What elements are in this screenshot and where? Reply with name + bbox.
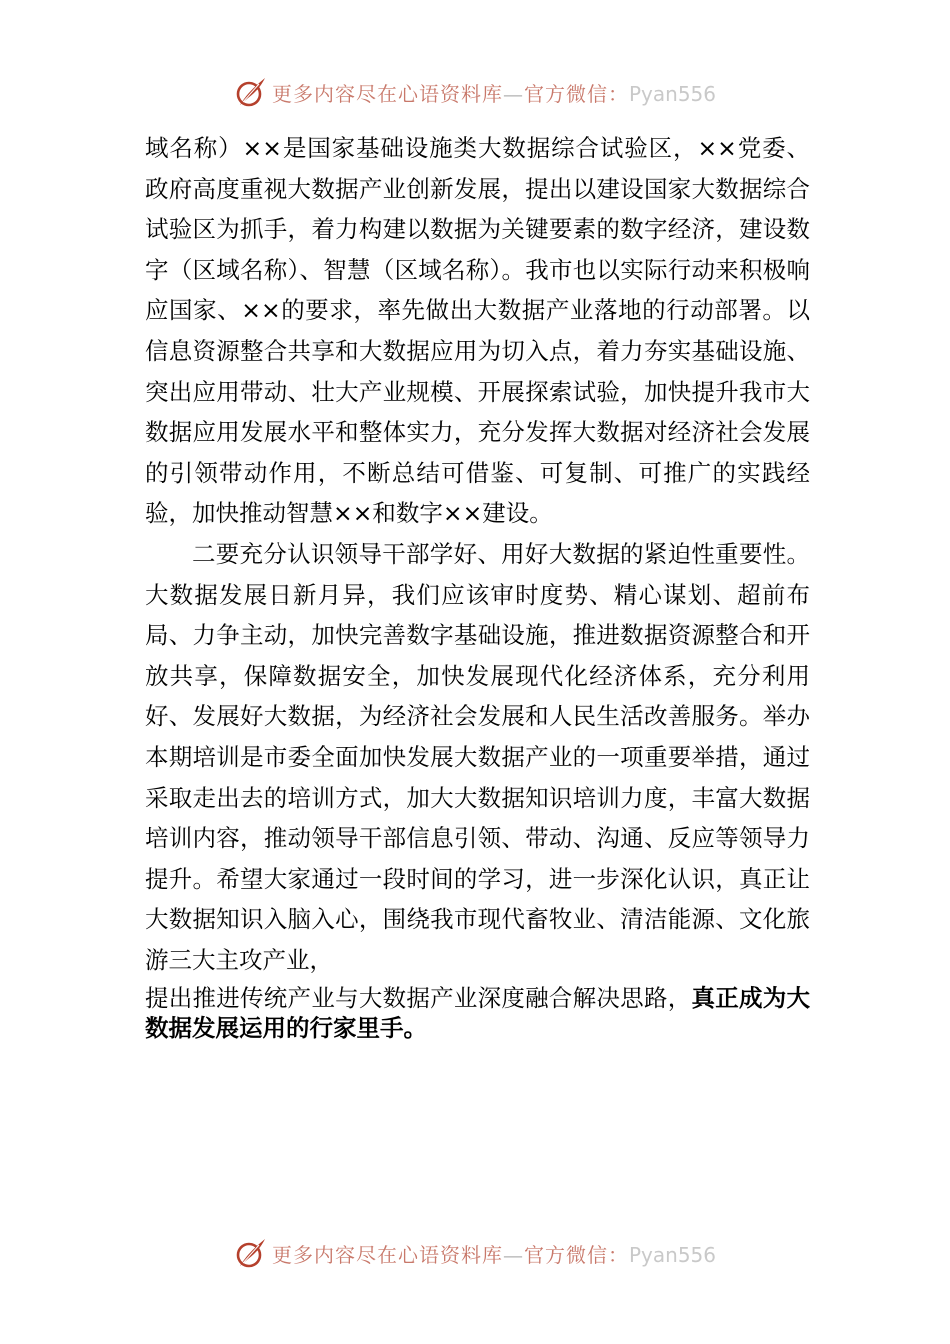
paragraph-1: 域名称）××是国家基础设施类大数据综合试验区，××党委、政府高度重视大数据产业创新发展，提出以建设国家大数据综合试验区为抓手，着力构建以数据为关键要素的数字经济，建设数字（区域名称）、智慧（区域名称）。我市也以实际行动来积极响应国家、××的要求，率先做出大数据产业落地的行动部署。以信息资源整合共享和大数据应用为切入点，着力夯实基础设施、突出应用带动、壮大产业规模、开展探索试验，加快提升我市大数据应用发展水平和整体实力，充分发挥大数据对经济社会发展的引领带动作用，不断总结可借鉴、可复制、可推广的实践经验，加快推动智慧××和数字××建设。 xyxy=(145,134,810,528)
header-banner xyxy=(0,72,950,112)
footer-account-id: Pyan556 xyxy=(628,1242,716,1267)
header-account-label: 官方微信： xyxy=(523,81,629,106)
footer-banner xyxy=(0,1233,950,1273)
paragraph-2: 二要充分认识领导干部学好、用好大数据的紧迫性重要性。大数据发展日新月异，我们应该审时度势、精心谋划、超前布局、力争主动，加快完善数字基础设施，推进数据资源整合和开放共享，保障数据安全，加快发展现代化经济体系，充分利用好、发展好大数据，为经济社会发展和人民生活改善服务。举办本期培训是市委全面加快发展大数据产业的一项重要举措，通过采取走出去的培训方式，加大大数据知识培训力度，丰富大数据培训内容，推动领导干部信息引领、带动、沟通、反应等领导力提升。希望大家通过一段时间的学习，进一步深化认识，真正让大数据知识入脑入心，围绕我市现代畜牧业、清洁能源、文化旅游三大主攻产业， xyxy=(145,539,810,974)
footer-account-label: 官方微信： xyxy=(523,1242,629,1267)
footer-site-name: 更多内容尽在心语资料库 xyxy=(271,1242,503,1267)
footer-banner-text xyxy=(272,1239,716,1268)
footer-separator: — xyxy=(502,1242,524,1267)
paragraph-3-text: 提出推进传统产业与大数据产业深度融合解决思路， xyxy=(145,984,692,1013)
paragraph-3-bold-text: 真正成为大数据发展运用的行家里手。 xyxy=(145,984,811,1043)
paragraph-3 xyxy=(145,983,810,1043)
header-site-name: 更多内容尽在心语资料库 xyxy=(271,81,503,106)
header-banner-text xyxy=(272,78,716,107)
quill-logo-icon xyxy=(234,75,268,109)
quill-logo-icon xyxy=(234,1236,268,1270)
header-account-id: Pyan556 xyxy=(628,81,716,106)
document-body xyxy=(145,128,810,1043)
header-separator: — xyxy=(502,81,524,106)
